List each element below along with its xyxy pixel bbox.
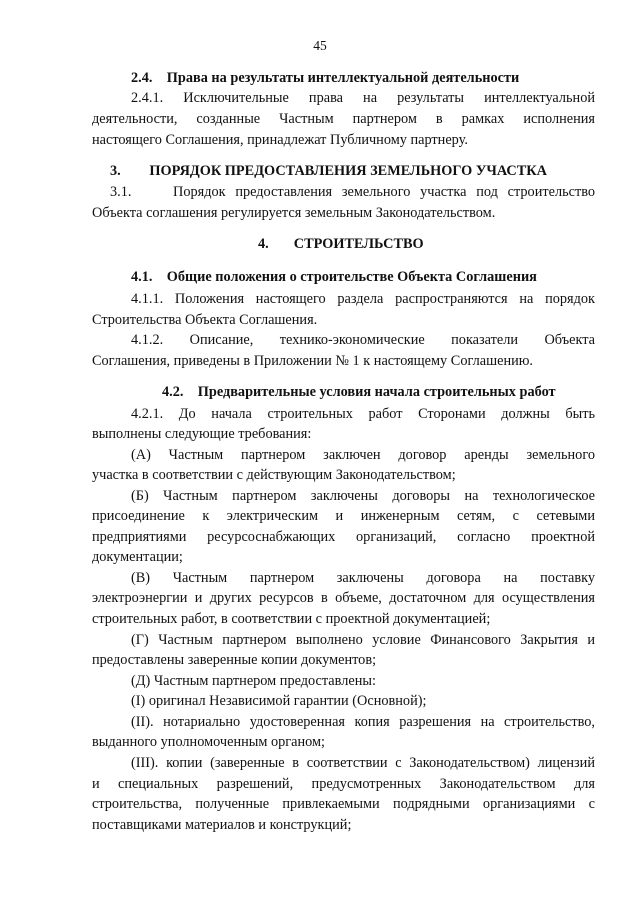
paragraph-line: Порядок предоставления земельного участка под строительство xyxy=(173,184,595,200)
paragraph-line: электроэнергии и других ресурсов в объеме, достаточном для осуществления xyxy=(92,590,595,606)
heading-number: 4.2. xyxy=(162,384,184,400)
paragraph-line: деятельности, созданные Частным партнером в рамках исполнения xyxy=(92,111,595,127)
paragraph-line: Объекта соглашения регулируется земельным Законодательством. xyxy=(92,205,496,221)
heading-title: СТРОИТЕЛЬСТВО xyxy=(293,236,424,252)
paragraph-line: строительства, полученные привлекаемыми подрядными организациями с xyxy=(92,796,595,812)
section-4-heading xyxy=(258,235,424,254)
section-4-2-heading xyxy=(162,383,556,402)
paragraph-line: выданного уполномоченным органом; xyxy=(92,734,326,750)
heading-number: 2.4. xyxy=(131,70,153,86)
list-item-b: (Б) Частным партнером заключены договоры на технологическое xyxy=(131,488,595,504)
heading-number: 4. xyxy=(258,236,269,252)
list-item-v: (В) Частным партнером заключены договора на поставку xyxy=(131,570,595,586)
heading-title: Предварительные условия начала строительных работ xyxy=(197,384,556,400)
paragraph-line: 4.2.1. До начала строительных работ Сторонами должны быть xyxy=(131,406,595,422)
heading-title: Права на результаты интеллектуальной деятельности xyxy=(166,70,520,86)
paragraph-line: документации; xyxy=(92,549,183,565)
heading-title: ПОРЯДОК ПРЕДОСТАВЛЕНИЯ ЗЕМЕЛЬНОГО УЧАСТКА xyxy=(149,163,547,179)
paragraph-line: настоящего Соглашения, принадлежат Публичному партнеру. xyxy=(92,132,468,148)
paragraph-line: Соглашения, приведены в Приложении № 1 к настоящему Соглашению. xyxy=(92,353,533,369)
paragraph-line: 2.4.1. Исключительные права на результаты интеллектуальной xyxy=(131,90,595,106)
paragraph-line: предприятиями ресурсоснабжающих организаций, согласно проектной xyxy=(92,529,595,545)
paragraph-line: предоставлены заверенные копии документов; xyxy=(92,652,377,668)
paragraph-line: 4.1.2. Описание, технико-экономические показатели Объекта xyxy=(131,332,595,348)
section-2-4-heading xyxy=(131,69,519,88)
list-item-a: (А) Частным партнером заключен договор аренды земельного xyxy=(131,447,595,463)
paragraph-line: Строительства Объекта Соглашения. xyxy=(92,312,318,328)
section-4-1-heading xyxy=(131,268,537,287)
paragraph-line: присоединение к электрическим и инженерным сетям, с сетевыми xyxy=(92,508,595,524)
sub-item-2: (II). нотариально удостоверенная копия разрешения на строительство, xyxy=(131,714,595,730)
page-number: 45 xyxy=(313,38,327,53)
heading-number: 4.1. xyxy=(131,269,153,285)
paragraph-line: и специальных разрешений, предусмотренных Законодательством для xyxy=(92,776,595,792)
paragraph-line: выполнены следующие требования: xyxy=(92,426,312,442)
heading-number: 3. xyxy=(110,163,121,179)
paragraph-line: участка в соответствии с действующим Законодательством; xyxy=(92,467,456,483)
sub-item-1: (I) оригинал Независимой гарантии (Основной); xyxy=(131,693,427,709)
section-3-heading xyxy=(110,162,547,181)
sub-item-3: (III). копии (заверенные в соответствии с Законодательством) лицензий xyxy=(131,755,595,771)
heading-title: Общие положения о строительстве Объекта Соглашения xyxy=(166,269,537,285)
paragraph-line: поставщиками материалов и конструкций; xyxy=(92,817,352,833)
paragraph-line: 4.1.1. Положения настоящего раздела распространяются на порядок xyxy=(131,291,595,307)
paragraph-line: строительных работ, в соответствии с проектной документацией; xyxy=(92,611,491,627)
list-item-g: (Г) Частным партнером выполнено условие Финансового Закрытия и xyxy=(131,632,595,648)
paragraph-line: 3.1. xyxy=(110,184,132,200)
list-item-d: (Д) Частным партнером предоставлены: xyxy=(131,673,376,689)
